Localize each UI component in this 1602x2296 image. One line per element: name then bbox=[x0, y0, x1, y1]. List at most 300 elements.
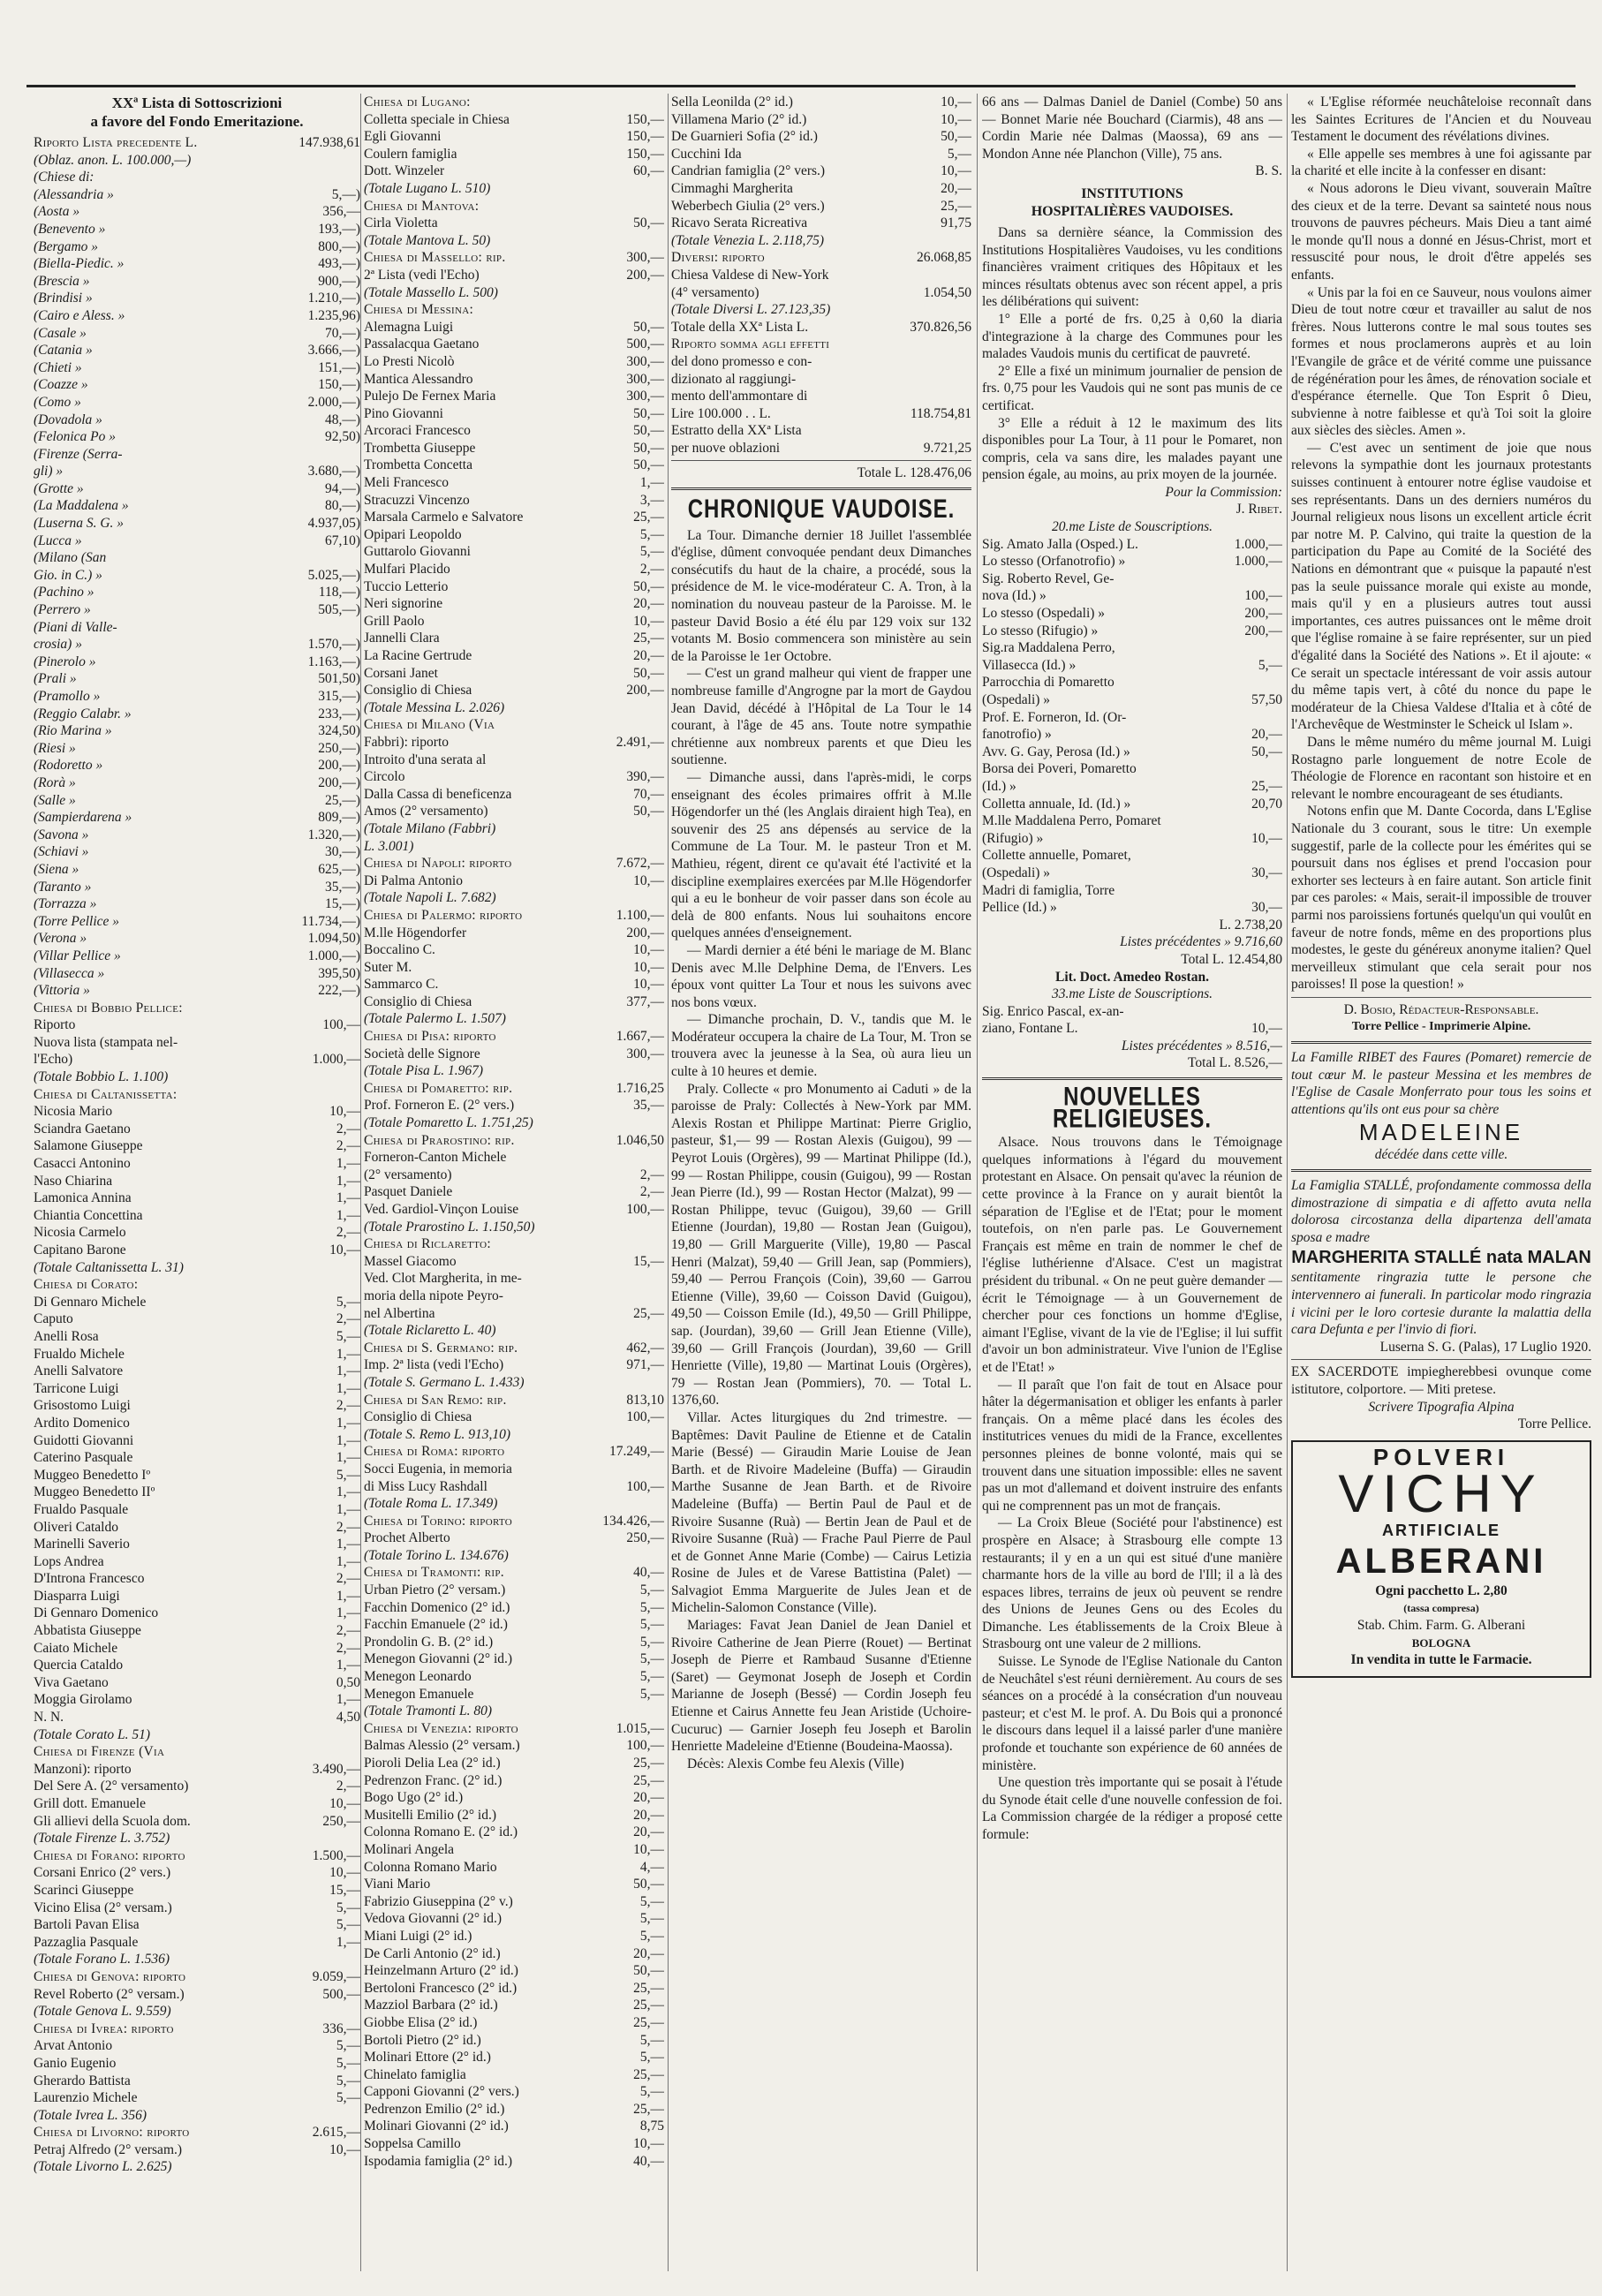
list-row bbox=[34, 930, 360, 948]
row-amount: 50,— bbox=[633, 423, 664, 439]
list-row bbox=[671, 94, 971, 111]
list-row bbox=[34, 913, 360, 931]
list-row bbox=[982, 623, 1282, 640]
row-amount: 336,— bbox=[322, 2020, 360, 2036]
row-amount bbox=[307, 1086, 360, 1104]
list-row bbox=[34, 1000, 360, 1017]
row-label: (Brindisi » bbox=[34, 291, 93, 306]
row-amount: 300,— bbox=[626, 250, 664, 266]
row-label: De Carli Antonio (2° id.) bbox=[364, 1945, 501, 1961]
row-amount bbox=[611, 1547, 664, 1565]
row-label: Chiesa di Milano (Via bbox=[364, 717, 495, 733]
list-row bbox=[364, 1513, 664, 1530]
row-label: Consiglio di Chiesa bbox=[364, 993, 472, 1009]
list-row bbox=[982, 812, 1282, 830]
list-row bbox=[34, 670, 360, 688]
row-amount bbox=[611, 1322, 664, 1340]
list-row bbox=[364, 768, 664, 786]
vichy-line-3: ARTIFICIALE bbox=[1382, 1522, 1500, 1540]
list-row bbox=[982, 1020, 1282, 1038]
row-amount: 4.937,05) bbox=[307, 516, 360, 532]
row-label: (Totale Diversi L. 27.123,35) bbox=[671, 302, 831, 318]
list-row bbox=[364, 803, 664, 820]
list-row bbox=[34, 169, 360, 186]
list-row bbox=[982, 639, 1282, 657]
row-amount: 20,— bbox=[941, 180, 971, 196]
list-20-title: 20.me Liste de Souscriptions. bbox=[1051, 519, 1213, 535]
row-amount: 5,— bbox=[639, 526, 664, 542]
column-4 bbox=[982, 94, 1282, 2271]
chronique-vaudoise-heading: CHRONIQUE VAUDOISE. bbox=[687, 494, 956, 525]
list-row bbox=[982, 657, 1282, 675]
row-label: Molinari Angela bbox=[364, 1841, 455, 1857]
row-amount: 315,—) bbox=[318, 689, 360, 704]
row-label: Villasecca (Id.) » bbox=[982, 657, 1077, 673]
row-amount: 10,— bbox=[329, 2141, 360, 2157]
row-amount: 25,— bbox=[633, 1980, 664, 1996]
row-amount: 50,— bbox=[941, 129, 971, 145]
list-row bbox=[34, 428, 360, 446]
list-row bbox=[671, 180, 971, 198]
row-label: Marinelli Saverio bbox=[34, 1537, 130, 1552]
list-row bbox=[364, 319, 664, 336]
row-label: Frualdo Pasquale bbox=[34, 1501, 129, 1517]
row-amount: 50,— bbox=[633, 457, 664, 473]
row-label: Pino Giovanni bbox=[364, 405, 443, 421]
list-row bbox=[982, 674, 1282, 691]
column-1-subscriptions bbox=[34, 94, 360, 2271]
row-amount: 250,—) bbox=[318, 740, 360, 756]
row-amount: 50,— bbox=[633, 578, 664, 594]
row-label: Borsa dei Poveri, Pomaretto bbox=[982, 761, 1137, 777]
row-amount bbox=[1229, 570, 1282, 588]
row-amount: 100,— bbox=[626, 1738, 664, 1754]
list-row bbox=[34, 1813, 360, 1831]
list-row bbox=[34, 1016, 360, 1034]
vichy-line-6: (tassa compresa) bbox=[1403, 1601, 1479, 1614]
list-row bbox=[364, 267, 664, 284]
row-label: Boccalino C. bbox=[364, 942, 435, 958]
row-label: Riporto Lista precedente L. bbox=[34, 135, 198, 150]
list-row bbox=[34, 1778, 360, 1795]
list-row bbox=[34, 1691, 360, 1709]
row-amount: 300,— bbox=[626, 353, 664, 369]
row-label: La Racine Gertrude bbox=[364, 648, 472, 663]
row-label: (Biella-Piedic. » bbox=[34, 256, 125, 272]
list-row bbox=[364, 1547, 664, 1565]
list-row bbox=[982, 760, 1282, 778]
notice-stalle-name: MARGHERITA STALLÉ nata MALAN bbox=[1291, 1248, 1591, 1268]
row-amount: 9.059,— bbox=[312, 1968, 360, 1984]
row-amount bbox=[307, 1034, 360, 1052]
row-amount: 1.000,—) bbox=[307, 948, 360, 963]
row-amount: 2.000,—) bbox=[307, 394, 360, 410]
list-row bbox=[364, 1097, 664, 1114]
paragraph: Une question très importante qui se posait à l'étude du Synode était celle d'une nouvelle confession de foi. La Commission chargée de la rédiger a proposé cette formule: bbox=[982, 1775, 1282, 1842]
list-row bbox=[34, 1968, 360, 1986]
row-label: Consiglio di Chiesa bbox=[364, 683, 472, 699]
list-row bbox=[671, 353, 971, 371]
row-label: del dono promesso e con- bbox=[671, 353, 812, 369]
list-row bbox=[34, 1570, 360, 1588]
commission-signature: Pour la Commission: bbox=[1165, 484, 1282, 500]
row-amount: 8,75 bbox=[639, 2119, 664, 2134]
row-label: nel Albertina bbox=[364, 1305, 435, 1321]
row-label: Pellice (Id.) » bbox=[982, 900, 1057, 916]
row-label: Prof. Forneron E. (2° vers.) bbox=[364, 1098, 515, 1114]
list-row bbox=[364, 1962, 664, 1980]
list-row bbox=[34, 1519, 360, 1537]
row-amount bbox=[611, 1010, 664, 1028]
list-row bbox=[364, 786, 664, 804]
row-amount: 20,— bbox=[1251, 727, 1282, 743]
row-label: Arvat Antonio bbox=[34, 2038, 113, 2054]
row-amount: 25,— bbox=[633, 2014, 664, 2030]
list-row bbox=[34, 497, 360, 515]
row-label: Meli Francesco bbox=[364, 475, 449, 491]
row-label: Pulejo De Fernex Maria bbox=[364, 389, 496, 404]
list-row bbox=[364, 595, 664, 613]
row-amount: 5,— bbox=[639, 1686, 664, 1702]
row-label: Corsani Janet bbox=[364, 665, 438, 681]
row-label: Amos (2° versamento) bbox=[364, 804, 488, 819]
row-amount bbox=[1229, 1003, 1282, 1021]
row-label: Chiesa di Palermo: riporto bbox=[364, 907, 523, 923]
row-amount: 5,— bbox=[336, 1294, 360, 1310]
vichy-line-9: In vendita in tutte le Farmacie. bbox=[1350, 1652, 1532, 1668]
list-row bbox=[34, 965, 360, 983]
row-label: Pazzaglia Pasquale bbox=[34, 1934, 139, 1950]
column-2-subscriptions bbox=[364, 94, 664, 2271]
row-amount bbox=[307, 152, 360, 170]
row-amount: 67,10) bbox=[324, 532, 360, 548]
list-row bbox=[364, 682, 664, 699]
row-amount: 92,50) bbox=[324, 429, 360, 445]
list-row bbox=[34, 186, 360, 204]
row-amount: 50,— bbox=[633, 804, 664, 819]
list-row bbox=[34, 740, 360, 758]
lit-rostan-subtitle: 33.me Liste de Souscriptions. bbox=[1051, 986, 1213, 1002]
row-amount: 250,— bbox=[322, 1813, 360, 1829]
row-label: (Totale Mantova L. 50) bbox=[364, 232, 491, 248]
row-label: Villamena Mario (2° id.) bbox=[671, 111, 807, 127]
row-amount: 200,—) bbox=[318, 758, 360, 774]
row-amount: 5,— bbox=[639, 1669, 664, 1685]
row-amount: 1.000,— bbox=[1234, 554, 1282, 570]
row-amount: 1,— bbox=[336, 1553, 360, 1569]
row-amount: 1,— bbox=[336, 1380, 360, 1396]
row-amount: 5,— bbox=[639, 1617, 664, 1633]
row-label: Chiesa di Genova: riporto bbox=[34, 1968, 186, 1984]
list-row bbox=[671, 267, 971, 284]
list-row bbox=[364, 907, 664, 925]
row-label: Menegon Emanuele bbox=[364, 1686, 474, 1702]
row-label: Soppelsa Camillo bbox=[364, 2136, 461, 2152]
row-label: Guidotti Giovanni bbox=[34, 1432, 134, 1448]
row-amount: 233,—) bbox=[318, 706, 360, 721]
row-label: (Totale Roma L. 17.349) bbox=[364, 1496, 498, 1512]
row-label: Chiesa di Massello: rip. bbox=[364, 250, 506, 266]
row-amount bbox=[1229, 674, 1282, 691]
list-row bbox=[364, 820, 664, 838]
list-row bbox=[364, 1392, 664, 1409]
list-row bbox=[34, 1242, 360, 1259]
subscription-rows bbox=[671, 94, 971, 457]
list-row bbox=[364, 1859, 664, 1877]
lit-rows bbox=[982, 1003, 1282, 1038]
row-label: Sciandra Gaetano bbox=[34, 1121, 131, 1137]
row-label: (Ospedali) » bbox=[982, 692, 1051, 707]
row-label: Riporto somma agli effetti bbox=[671, 336, 830, 352]
row-label: Trombetta Giuseppe bbox=[364, 440, 476, 456]
ad-ex-sacerdote: EX SACERDOTE impiegherebbesi ovunque come istitutore, colportore. — Miti pretese. bbox=[1291, 1364, 1591, 1397]
list-row bbox=[34, 2141, 360, 2159]
grand-total: Totale L. 128.476,06 bbox=[857, 465, 971, 481]
row-label: Ved. Gardiol-Vinçon Louise bbox=[364, 1202, 519, 1217]
list-row bbox=[34, 2107, 360, 2125]
row-label: De Guarnieri Sofia (2° id.) bbox=[671, 129, 818, 145]
vichy-line-7: Stab. Chim. Farm. G. Alberani bbox=[1356, 1618, 1526, 1634]
list-row bbox=[364, 925, 664, 942]
list-row bbox=[671, 232, 971, 250]
row-label: nova (Id.) » bbox=[982, 588, 1047, 604]
list-row bbox=[34, 827, 360, 844]
row-label: (Brescia » bbox=[34, 273, 90, 289]
list-row bbox=[364, 2049, 664, 2066]
row-amount bbox=[918, 336, 971, 353]
row-label: Menegon Giovanni (2° id.) bbox=[364, 1651, 513, 1667]
row-label: Lo stesso (Ospedali) » bbox=[982, 606, 1106, 622]
list-row bbox=[34, 273, 360, 291]
row-label: (Reggio Calabr. » bbox=[34, 706, 132, 721]
list-row bbox=[364, 941, 664, 959]
list-row bbox=[364, 509, 664, 526]
row-amount bbox=[307, 1830, 360, 1847]
list-row bbox=[34, 1034, 360, 1052]
row-label: (Totale Torino L. 134.676) bbox=[364, 1547, 509, 1563]
row-amount: 50,— bbox=[633, 665, 664, 681]
row-amount bbox=[1229, 709, 1282, 727]
row-label: (Sampierdarena » bbox=[34, 810, 132, 826]
vichy-line-1: POLVERI bbox=[1372, 1443, 1510, 1470]
list-row bbox=[34, 515, 360, 532]
paragraph: 2° Elle a fixé un minimum journalier de pension de frs. 0,75 pour les Vaudois qui ne sont pas munis de ce certificat. bbox=[982, 363, 1282, 413]
list-row bbox=[364, 1997, 664, 2014]
row-amount: 193,—) bbox=[318, 221, 360, 237]
row-label: (Taranto » bbox=[34, 879, 92, 895]
notice-stalle-place: Luserna S. G. (Palas), 17 Luglio 1920. bbox=[1379, 1339, 1591, 1355]
row-amount: 25,— bbox=[1251, 778, 1282, 794]
row-amount bbox=[611, 1114, 664, 1132]
list-row bbox=[671, 111, 971, 129]
divider bbox=[1291, 997, 1591, 998]
row-label: Menegon Leonardo bbox=[364, 1669, 472, 1685]
list-row bbox=[982, 726, 1282, 744]
row-amount bbox=[611, 1062, 664, 1080]
row-label: Chiesa di Forano: riporto bbox=[34, 1847, 185, 1863]
row-amount: 2,— bbox=[336, 1623, 360, 1639]
list-row bbox=[671, 319, 971, 336]
row-label: Tuccio Letterio bbox=[364, 578, 449, 594]
row-label: Socci Eugenia, in memoria bbox=[364, 1461, 512, 1477]
row-amount: 1.000,— bbox=[1234, 536, 1282, 552]
row-label: (2° versamento) bbox=[364, 1167, 452, 1182]
row-label: Chiantia Concettina bbox=[34, 1207, 143, 1223]
row-amount: 94,—) bbox=[324, 480, 360, 496]
list-row bbox=[34, 238, 360, 256]
list-row bbox=[34, 1501, 360, 1519]
row-label: Gli allievi della Scuola dom. bbox=[34, 1813, 191, 1829]
row-amount: 1,— bbox=[336, 1415, 360, 1431]
row-amount: 1.716,25 bbox=[616, 1080, 664, 1096]
row-amount: 1,— bbox=[336, 1484, 360, 1500]
notice-ribet-end: décédée dans cette ville. bbox=[1374, 1147, 1508, 1163]
row-label: Chinelato famiglia bbox=[364, 2066, 466, 2082]
lit-rostan-title: Lit. Doct. Amedeo Rostan. bbox=[1055, 969, 1209, 985]
list-row bbox=[34, 446, 360, 464]
row-amount: 10,— bbox=[941, 163, 971, 179]
row-amount: 10,— bbox=[633, 613, 664, 629]
row-amount: 1.100,— bbox=[616, 907, 664, 923]
list-row bbox=[34, 532, 360, 550]
row-label: Marsala Carmelo e Salvatore bbox=[364, 510, 524, 525]
list-row bbox=[34, 601, 360, 619]
row-label: Mantica Alessandro bbox=[364, 371, 473, 387]
vichy-line-2: VICHY bbox=[1338, 1464, 1545, 1524]
row-label: Fabrizio Giuseppina (2° v.) bbox=[364, 1893, 513, 1909]
list-row bbox=[364, 1980, 664, 1998]
row-label: Trombetta Concetta bbox=[364, 457, 472, 473]
commission-signature-name: J. Ribet. bbox=[1236, 502, 1282, 517]
list-row bbox=[34, 584, 360, 601]
list-row bbox=[364, 2032, 664, 2050]
list-row bbox=[34, 307, 360, 325]
chronique-text bbox=[671, 527, 971, 1773]
row-label: Pasquet Daniele bbox=[364, 1184, 453, 1200]
row-amount bbox=[611, 838, 664, 856]
row-label: mento dell'ammontare di bbox=[671, 389, 808, 404]
row-amount: 15,— bbox=[633, 1253, 664, 1269]
row-amount bbox=[307, 1069, 360, 1086]
subscription-list-title: XXª Lista di Sottoscrizioni bbox=[111, 94, 283, 111]
row-amount bbox=[611, 1149, 664, 1167]
row-amount: 1.054,50 bbox=[923, 284, 971, 300]
row-label: Lamonica Annina bbox=[34, 1190, 132, 1206]
row-amount: 324,50) bbox=[318, 723, 360, 739]
paragraph: Dans le même numéro du même journal M. Luigi Rostagno parle longuement de notre Ecole de Théologie de Florence en racontant son histoire et en relevant le nombre encourageant de ses étudiants. bbox=[1291, 734, 1591, 802]
list-row bbox=[364, 889, 664, 907]
row-label: Chiesa di Torino: riporto bbox=[364, 1513, 512, 1529]
list-row bbox=[364, 1789, 664, 1807]
row-amount bbox=[307, 2107, 360, 2125]
paragraph: « Nous adorons le Dieu vivant, souverain Maître des cieux et de la terre. Devant sa sainteté nous nous trouvons de pauvres pécheurs. Mais Dieu a tant aimé le monde qu'Il nous a donné en Jésus-Christ, mort et ressuscité pour nous, le droit d'être appelés ses enfants. bbox=[1291, 180, 1591, 283]
row-label: Forneron-Canton Michele bbox=[364, 1150, 507, 1166]
row-amount: 3,— bbox=[639, 492, 664, 508]
row-label: Chiesa di S. Germano: rip. bbox=[364, 1340, 518, 1356]
list-row bbox=[364, 353, 664, 371]
list-row bbox=[34, 2055, 360, 2073]
row-label: (Milano (San bbox=[34, 550, 107, 566]
row-amount: 60,— bbox=[633, 163, 664, 179]
list-row bbox=[364, 180, 664, 198]
paragraph: Suisse. Le Synode de l'Eglise Nationale du Canton de Neuchâtel s'est réuni dernièrement. Au cours de ses séances on a procédé à la consécration d'un nouveau pasteur; et c'est M. le prof. A. Du Bois qui a prononcé le discours dans lequel il a laissé parler d'une manière profonde et touchante son expérience de 60 années de ministère. bbox=[982, 1654, 1282, 1773]
row-label: Bertoloni Francesco (2° id.) bbox=[364, 1980, 518, 1996]
ad-ex-sacerdote-contact: Scrivere Tipografia Alpina bbox=[1368, 1399, 1515, 1415]
list-row bbox=[34, 1605, 360, 1622]
list-row bbox=[671, 388, 971, 405]
list-row bbox=[671, 162, 971, 180]
row-amount bbox=[1229, 812, 1282, 830]
list-row bbox=[34, 1657, 360, 1674]
row-amount bbox=[307, 2003, 360, 2020]
vichy-line-8: BOLOGNA bbox=[1411, 1635, 1471, 1650]
list-row bbox=[364, 1703, 664, 1720]
row-label: Cirla Violetta bbox=[364, 215, 438, 231]
row-label: (Pachino » bbox=[34, 585, 94, 600]
row-label: Chiesa di Corato: bbox=[34, 1277, 139, 1293]
list-row bbox=[364, 371, 664, 389]
list-row bbox=[34, 1328, 360, 1346]
row-amount: 1.046,50 bbox=[616, 1132, 664, 1148]
row-amount: 100,— bbox=[1244, 588, 1282, 604]
row-amount: 25,— bbox=[633, 1772, 664, 1788]
row-label: Anelli Rosa bbox=[34, 1328, 99, 1344]
row-label: (Rifugio) » bbox=[982, 830, 1044, 846]
row-label: Balmas Alessio (2° versam.) bbox=[364, 1738, 520, 1754]
row-label: Frualdo Michele bbox=[34, 1346, 125, 1362]
row-label: Suter M. bbox=[364, 959, 412, 975]
row-amount: 40,— bbox=[633, 1565, 664, 1581]
row-label: Casacci Antonino bbox=[34, 1156, 131, 1172]
list-row bbox=[34, 1380, 360, 1398]
row-amount: 40,— bbox=[633, 2153, 664, 2169]
row-label: (Totale Napoli L. 7.682) bbox=[364, 890, 496, 906]
row-amount: 4,— bbox=[639, 1859, 664, 1875]
list-row bbox=[34, 1916, 360, 1934]
list-row bbox=[364, 1322, 664, 1340]
row-amount bbox=[611, 1288, 664, 1305]
row-amount: 26.068,85 bbox=[917, 250, 971, 266]
list-row bbox=[364, 1443, 664, 1461]
row-amount: 25,— bbox=[633, 1998, 664, 2013]
list-row bbox=[982, 691, 1282, 709]
divider bbox=[1291, 1169, 1591, 1172]
row-label: Chiesa di Riclaretto: bbox=[364, 1236, 491, 1252]
row-amount: 1.015,— bbox=[616, 1720, 664, 1736]
row-amount: 971,— bbox=[626, 1357, 664, 1373]
row-amount: 500,— bbox=[322, 1986, 360, 2002]
row-amount: 118,—) bbox=[318, 585, 360, 600]
row-amount: 200,— bbox=[626, 683, 664, 699]
row-label: Vicino Elisa (2° versam.) bbox=[34, 1899, 172, 1915]
row-amount: 500,— bbox=[626, 336, 664, 352]
row-label: (Totale Corato L. 51) bbox=[34, 1726, 151, 1742]
list-row bbox=[34, 480, 360, 498]
row-label: crosia) » bbox=[34, 637, 82, 653]
divider bbox=[1291, 1041, 1591, 1044]
list-row bbox=[34, 342, 360, 359]
row-amount: 50,— bbox=[633, 440, 664, 456]
row-label: Di Palma Antonio bbox=[364, 872, 463, 888]
paragraph: Alsace. Nous trouvons dans le Témoignage quelques informations à l'égard du mouvement protestant en Alsace. On pensait qu'avec la réunion de cette province à la France on y aurait bientôt la séparation de l'Eglise et de l'Etat; pour le moment toutefois, on n'en parle pas. Le Gouvernement Français est même en train de nommer le chef de l'église luthérienne d'Alsace. C'est un magistrat président du tribunal. « On ne peut guère demander — écrit le Témoignage — à un Gouvernement de chercher pour ces fonctions un homme d'Eglise, aimant l'Eglise, vivant de la vie de l'Eglise; il lui suffit d'avoir un bon administrateur. Vive l'union de l'Eglise et de l'Etat! » bbox=[982, 1135, 1282, 1375]
row-label: Grill dott. Emanuele bbox=[34, 1796, 146, 1811]
row-label: Riporto bbox=[34, 1017, 76, 1033]
row-amount: 5,— bbox=[639, 1634, 664, 1650]
row-amount bbox=[611, 301, 664, 319]
row-amount: 25,— bbox=[633, 1305, 664, 1321]
row-label: l'Echo) bbox=[34, 1052, 73, 1068]
row-label: Heinzelmann Arturo (2° id.) bbox=[364, 1963, 518, 1979]
